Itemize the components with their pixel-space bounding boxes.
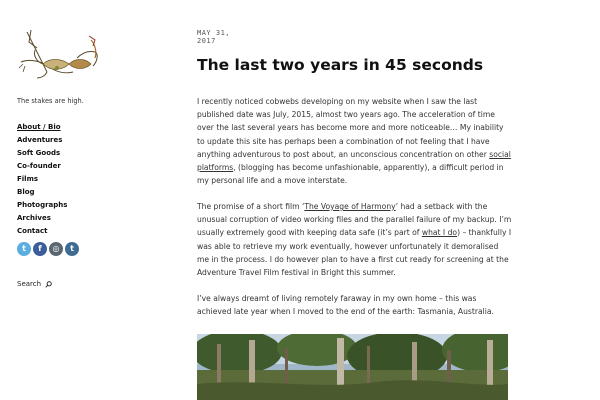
menu-item-photographs[interactable]: Photographs — [17, 201, 68, 209]
menu-item-films[interactable]: Films — [17, 175, 39, 183]
post-photo-forest — [197, 334, 508, 400]
what-i-do-link[interactable]: what I do — [421, 228, 458, 238]
menu-item-archives[interactable]: Archives — [17, 214, 51, 222]
post-text: ’ had a setback with the unusual corruption of video working files and the parallel failure of my backup. I’m usually extremely good with keeping data safe (it’s part of — [197, 202, 512, 238]
post-title[interactable]: The last two years in 45 seconds — [197, 56, 484, 74]
post-paragraph-2 — [197, 200, 512, 279]
twitter-icon[interactable]: t — [17, 242, 31, 256]
tumblr-icon[interactable]: t — [65, 242, 79, 256]
voyage-of-harmony-link[interactable]: The Voyage of Harmony — [304, 202, 396, 211]
instagram-icon[interactable]: ◎ — [49, 242, 63, 256]
site-logo[interactable] — [17, 28, 103, 84]
search-icon — [45, 281, 52, 288]
post-date-year: 2017 — [197, 37, 216, 45]
main-menu — [17, 121, 67, 238]
post-paragraph-1 — [197, 95, 512, 187]
menu-item-about[interactable]: About / Bio — [17, 123, 61, 131]
menu-item-adventures[interactable]: Adventures — [17, 136, 63, 144]
search-label: Search — [17, 280, 42, 288]
menu-item-blog[interactable]: Blog — [17, 188, 35, 196]
post-text: , (blogging has become unfashionable, apparently), a difficult period in my personal life and a move interstate. — [197, 163, 504, 186]
post-date-month-day: MAY 31, — [197, 29, 231, 37]
menu-item-co-founder[interactable]: Co-founder — [17, 162, 61, 170]
social-links — [17, 242, 79, 256]
facebook-icon[interactable]: f — [33, 242, 47, 256]
social-platforms-link[interactable]: social platforms — [197, 149, 511, 173]
post-text: ) – thankfully I was able to retrieve my work eventually, however unfortunately it demoralised me in the process. I do however plan to have a first cut ready for screening at the Adventure Travel Film festival in Bright this summer. — [197, 228, 512, 278]
post-text: I recently noticed cobwebs developing on my website when I saw the last published date was July, 2015, almost two years ago. The acceleration of time over the last several years has become more and more noticeable… My inability to update this site has perhaps been a combination of not feeling that I have anything adventurous to post about, an unconscious concentration on other — [197, 97, 504, 159]
menu-item-soft-goods[interactable]: Soft Goods — [17, 149, 61, 157]
post-date[interactable] — [197, 29, 237, 45]
site-tagline: The stakes are high. — [17, 97, 84, 105]
menu-item-contact[interactable]: Contact — [17, 227, 48, 235]
post-paragraph-3: I’ve always dreamt of living remotely faraway in my own home – this was achieved late year when I moved to the end of the earth: Tasmania, Australia. — [197, 294, 494, 317]
search-toggle[interactable] — [17, 280, 52, 288]
post-text: The promise of a short film ‘ — [197, 202, 305, 211]
